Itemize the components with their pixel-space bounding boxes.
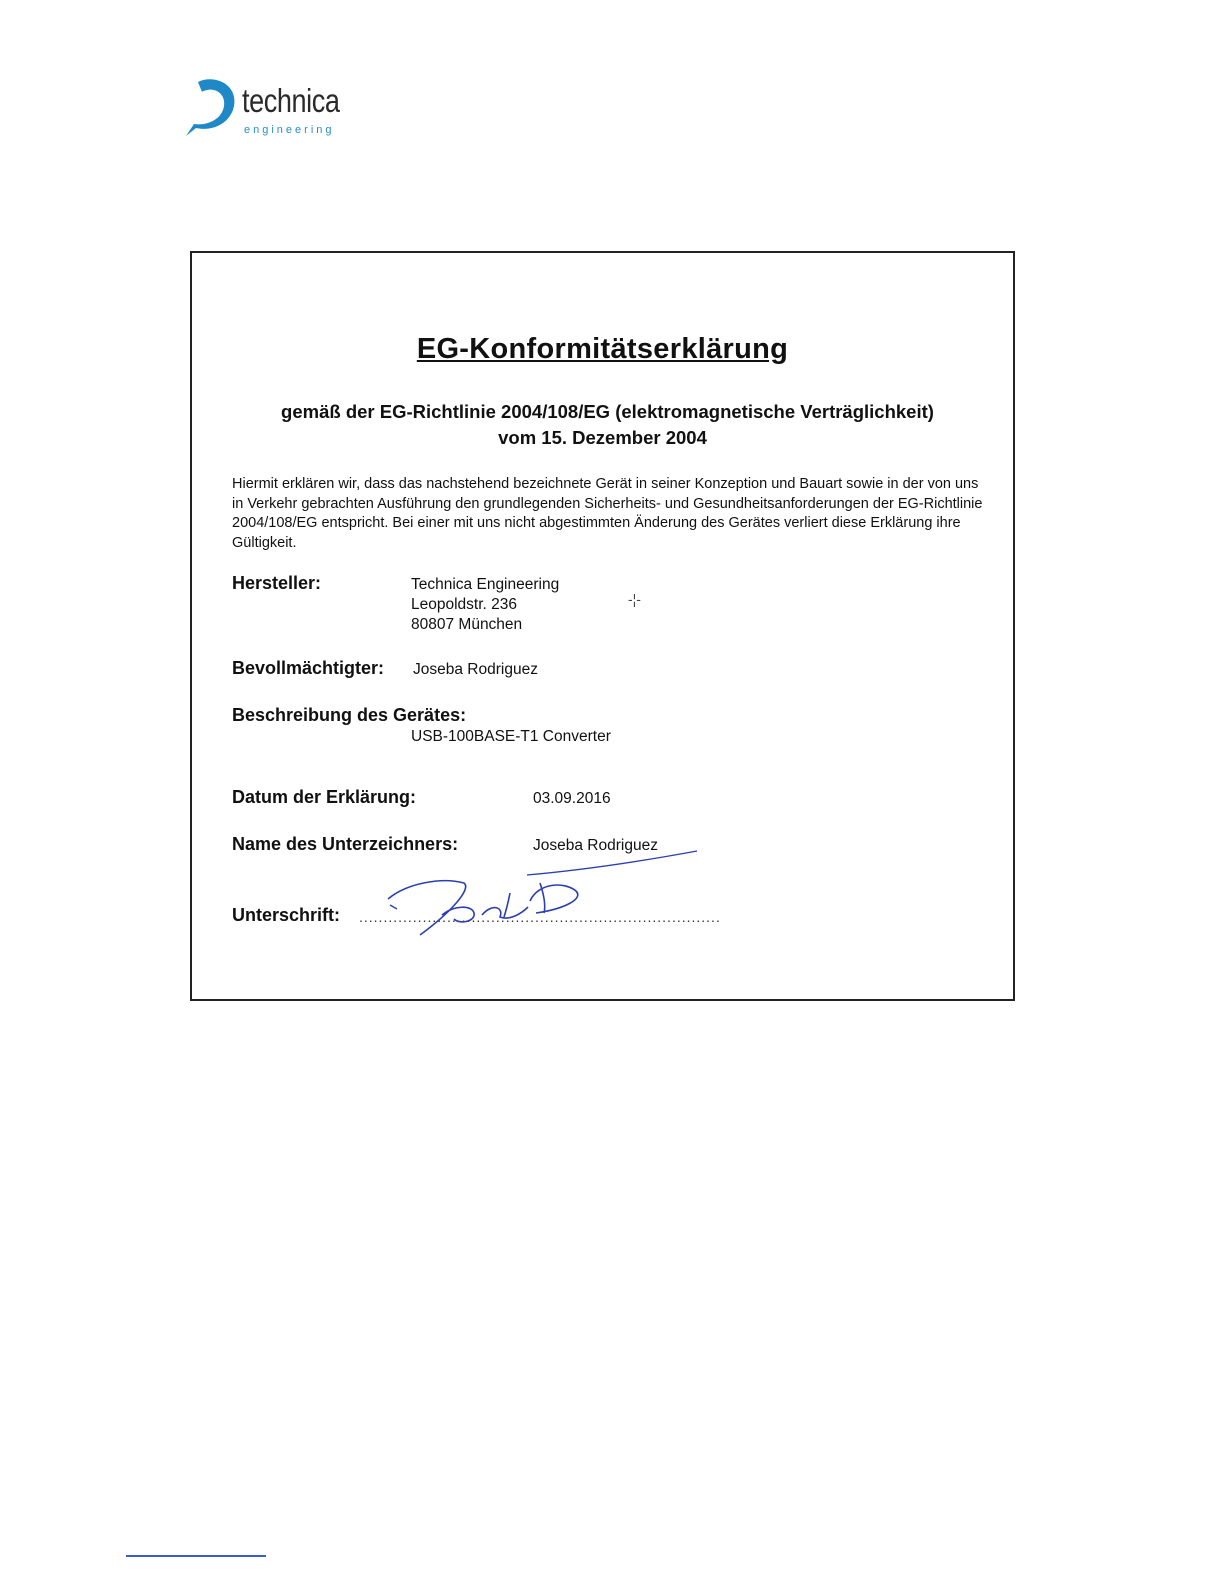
stray-scan-mark: -¦- [628, 591, 641, 607]
signer-label: Name des Unterzeichners: [232, 834, 459, 854]
directive-date: vom 15. Dezember 2004 [498, 427, 707, 448]
logo-subtitle: engineering [244, 124, 335, 136]
date-value: 03.09.2016 [533, 790, 611, 807]
declaration-box [190, 251, 1015, 1001]
company-logo [184, 76, 364, 138]
manufacturer-city: 80807 München [411, 616, 523, 633]
representative-value: Joseba Rodriguez [413, 661, 538, 678]
date-label: Datum der Erklärung: [232, 787, 417, 807]
manufacturer-name: Technica Engineering [411, 576, 560, 593]
handwritten-signature [192, 253, 1017, 1003]
signature-label: Unterschrift: [232, 905, 341, 925]
manufacturer-label: Hersteller: [232, 573, 322, 593]
declaration-text: Hiermit erklären wir, dass das nachstehend bezeichnete Gerät in seiner Konzeption und Bauart sowie in der von uns in Verkehr gebrachten Ausführung den grundlegenden Sicherheits- und Gesundheitsanforderungen der EG-Richtlinie 2004/108/EG entspricht. Bei einer mit uns nicht abgestimmten Änderung des Gerätes verliert diese Erklärung ihre Gültigkeit. [232, 476, 983, 551]
description-value: USB-100BASE-T1 Converter [411, 728, 611, 745]
manufacturer-street: Leopoldstr. 236 [411, 596, 518, 613]
directive-line: gemäß der EG-Richtlinie 2004/108/EG (elektromagnetische Verträglichkeit) [281, 401, 934, 422]
signer-value: Joseba Rodriguez [533, 837, 658, 854]
footer-link-underline [126, 1555, 266, 1557]
page-title: EG-Konformitätserklärung [416, 333, 789, 365]
logo-wordmark: technica [242, 82, 340, 119]
signature-dotted-line: .......................................................................... [359, 909, 721, 925]
description-label: Beschreibung des Gerätes: [232, 705, 467, 725]
technica-swirl-icon [184, 76, 244, 138]
representative-label: Bevollmächtigter: [232, 658, 385, 678]
